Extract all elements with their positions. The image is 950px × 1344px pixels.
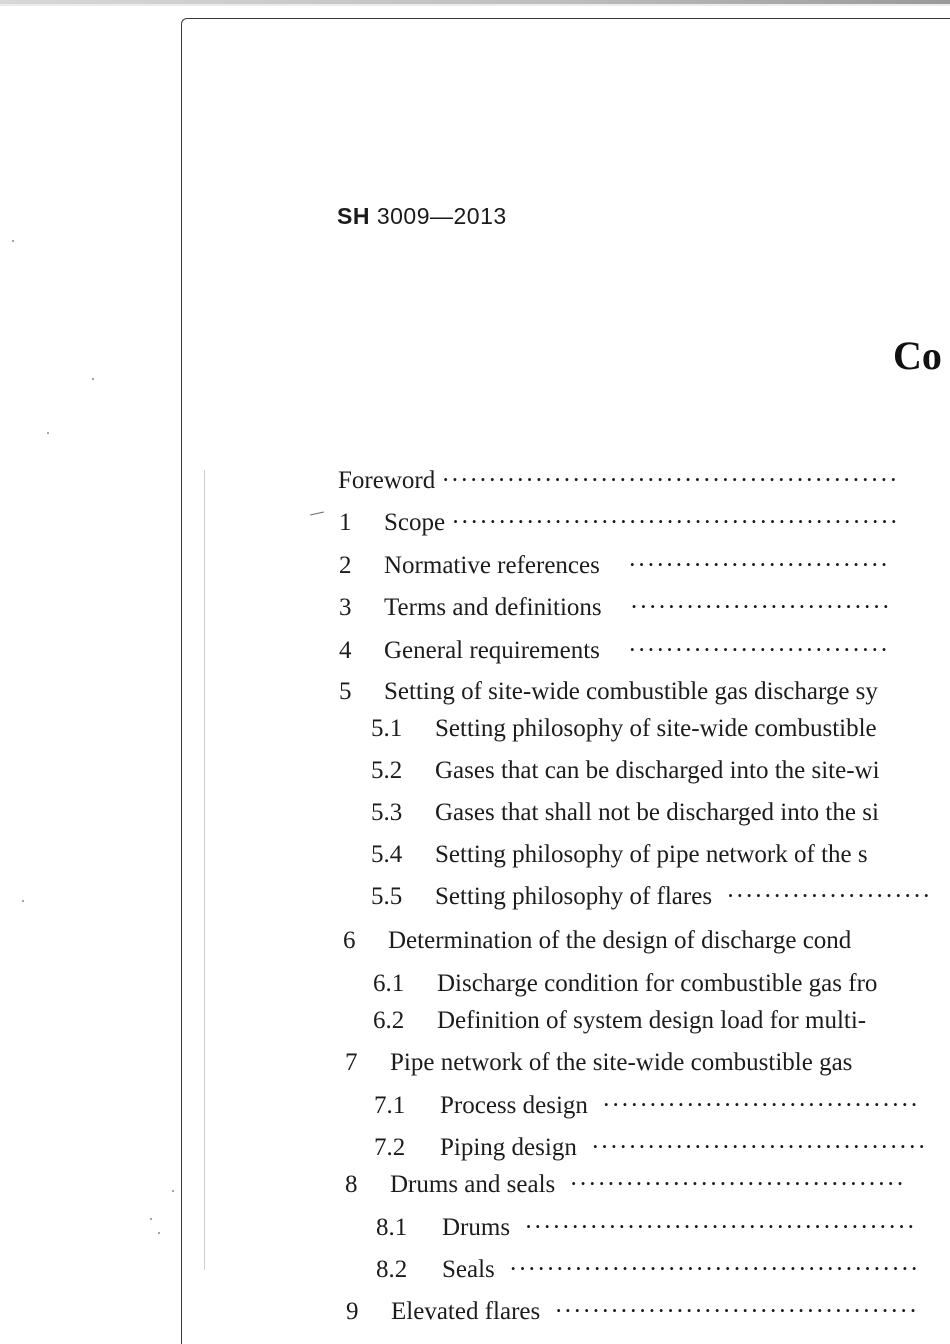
toc-entry-text: Scope	[384, 509, 446, 536]
toc-entry-6-2[interactable]	[373, 1006, 866, 1036]
page-title: Co	[893, 333, 942, 378]
toc-entry-text: Terms and definitions	[384, 594, 602, 621]
document-number	[337, 203, 507, 230]
toc-entry-text: Setting of site-wide combustible gas discharge sy	[384, 678, 878, 705]
scan-edge-shadow	[0, 4, 950, 6]
toc-entry-6[interactable]	[343, 926, 851, 956]
toc-entry-number: 5.3	[371, 799, 403, 826]
toc-entry-7-1[interactable]	[374, 1091, 919, 1121]
toc-entry-number: 5.4	[371, 841, 403, 868]
toc-entry-8-2[interactable]	[376, 1255, 919, 1285]
toc-entry-foreword[interactable]	[338, 466, 898, 496]
toc-entry-5-1[interactable]	[371, 714, 877, 744]
toc-entry-number: 5.5	[371, 883, 403, 910]
toc-entry-text: Drums and seals	[390, 1171, 556, 1198]
toc-leader-dots: ··································	[602, 1092, 920, 1119]
toc-entry-number: 5.2	[371, 757, 403, 784]
toc-entry-3[interactable]	[339, 593, 891, 623]
toc-leader-dots: ················································	[451, 509, 899, 536]
toc-entry-9[interactable]	[346, 1297, 918, 1327]
toc-entry-text: Process design	[440, 1092, 588, 1119]
toc-entry-number: 6.1	[373, 970, 405, 997]
toc-entry-text: Determination of the design of discharge cond	[388, 927, 852, 954]
scan-gutter-line	[204, 470, 205, 1270]
toc-entry-5-2[interactable]	[371, 756, 880, 786]
toc-entry-5[interactable]	[339, 677, 878, 707]
toc-entry-text: Pipe network of the site-wide combustible gas	[390, 1049, 853, 1076]
toc-entry-6-1[interactable]	[373, 969, 877, 999]
toc-entry-text: Normative references	[384, 552, 600, 579]
toc-entry-number: 3	[339, 594, 352, 621]
toc-entry-number: 7	[345, 1049, 358, 1076]
toc-leader-dots: ·················································	[441, 467, 899, 494]
toc-entry-1[interactable]	[339, 508, 899, 538]
scan-speck	[150, 1218, 152, 1220]
toc-entry-2[interactable]	[339, 551, 889, 581]
toc-entry-text: Elevated flares	[391, 1298, 541, 1325]
scan-speck	[158, 1232, 160, 1234]
toc-entry-number: 6.2	[373, 1007, 405, 1034]
toc-leader-dots: ····························	[628, 552, 890, 579]
toc-entry-5-3[interactable]	[371, 798, 879, 828]
toc-entry-number: 4	[339, 637, 352, 664]
scan-speck	[172, 1190, 174, 1192]
toc-entry-text: Setting philosophy of site-wide combustible	[435, 715, 877, 742]
toc-entry-7[interactable]	[345, 1048, 852, 1078]
toc-entry-number: 8	[345, 1171, 358, 1198]
scan-speck	[22, 900, 24, 902]
scan-speck	[12, 240, 14, 242]
toc-entry-5-4[interactable]	[371, 840, 868, 870]
scan-speck	[47, 432, 49, 434]
toc-leader-dots: ·······································	[554, 1298, 919, 1325]
toc-entry-text: Gases that shall not be discharged into the si	[435, 799, 879, 826]
toc-entry-number: 7.2	[374, 1134, 406, 1161]
toc-leader-dots: ······················	[726, 883, 932, 910]
toc-entry-8[interactable]	[345, 1170, 905, 1200]
document-prefix: SH	[337, 203, 370, 229]
toc-entry-text: Setting philosophy of pipe network of the s	[435, 841, 868, 868]
toc-leader-dots: ····························	[629, 594, 892, 621]
toc-leader-dots: ··········································	[524, 1214, 916, 1241]
toc-entry-text: Piping design	[440, 1134, 577, 1161]
toc-entry-number: 9	[346, 1298, 359, 1325]
toc-entry-number: 2	[339, 552, 352, 579]
toc-entry-number: 8.2	[376, 1256, 408, 1283]
toc-entry-text: Setting philosophy of flares	[435, 883, 713, 910]
document-code: 3009—2013	[376, 203, 507, 229]
toc-entry-number: 8.1	[376, 1214, 408, 1241]
toc-entry-text: Gases that can be discharged into the site-wi	[435, 757, 880, 784]
toc-leader-dots: ····························	[628, 637, 890, 664]
toc-entry-text: General requirements	[384, 637, 600, 664]
toc-entry-number: 1	[339, 509, 352, 536]
toc-entry-text: Seals	[442, 1256, 495, 1283]
toc-entry-number: 7.1	[374, 1092, 406, 1119]
toc-entry-text: Discharge condition for combustible gas fro	[437, 970, 878, 997]
toc-entry-text: Foreword	[338, 467, 436, 494]
toc-leader-dots: ············································	[509, 1256, 920, 1283]
toc-entry-text: Definition of system design load for multi-	[437, 1007, 867, 1034]
toc-leader-dots: ····································	[591, 1134, 927, 1161]
scan-speck	[92, 378, 94, 380]
toc-entry-4[interactable]	[339, 636, 889, 666]
toc-entry-number: 6	[343, 927, 356, 954]
toc-leader-dots: ····································	[569, 1171, 906, 1198]
toc-entry-text: Drums	[442, 1214, 511, 1241]
toc-entry-5-5[interactable]	[371, 882, 931, 912]
toc-entry-8-1[interactable]	[376, 1213, 916, 1243]
toc-entry-7-2[interactable]	[374, 1133, 927, 1163]
toc-entry-number: 5	[339, 678, 352, 705]
toc-entry-number: 5.1	[371, 715, 403, 742]
